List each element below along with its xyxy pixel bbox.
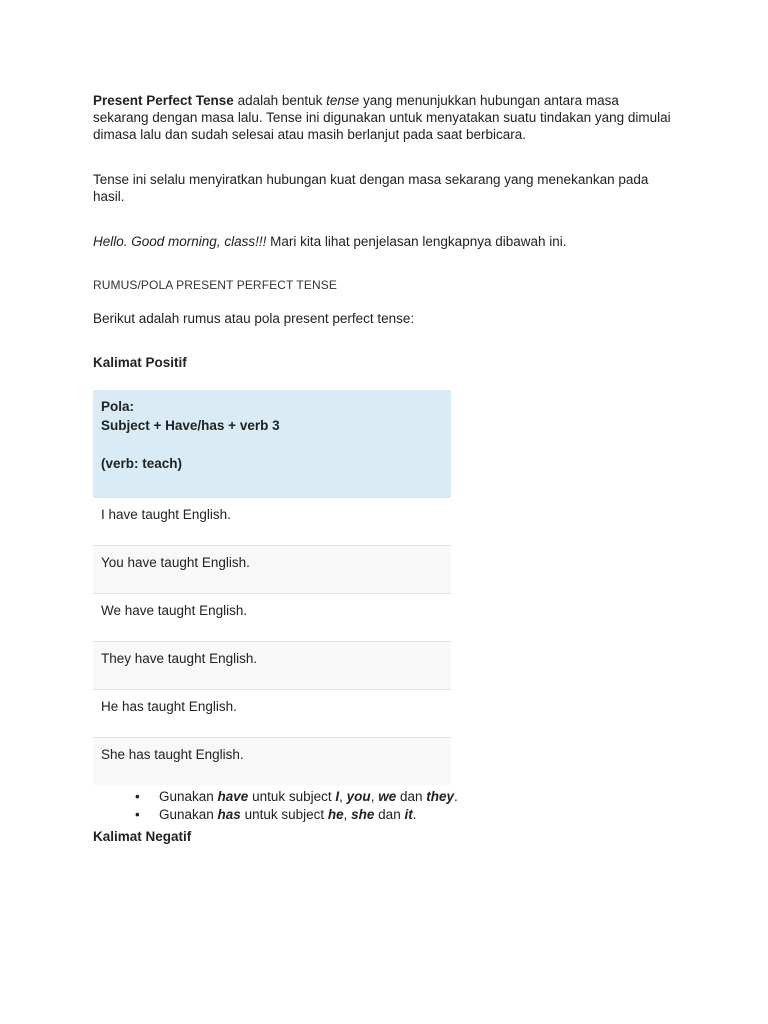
usage-notes-list bbox=[93, 788, 673, 824]
example-sentence: You have taught English. bbox=[101, 555, 250, 570]
section-title-negatif: Kalimat Negatif bbox=[93, 829, 192, 844]
section-title-positif: Kalimat Positif bbox=[93, 355, 187, 370]
list-item: • Gunakan has untuk subject he, she dan it. bbox=[159, 806, 673, 824]
intro-italic-term: tense bbox=[326, 93, 360, 108]
pola-label: Pola: bbox=[101, 399, 135, 414]
example-sentence: We have taught English. bbox=[101, 603, 248, 618]
pola-formula: Subject + Have/has + verb 3 bbox=[101, 418, 280, 433]
intro-paragraph bbox=[93, 92, 673, 143]
example-sentence: I have taught English. bbox=[101, 507, 231, 522]
table-row bbox=[93, 545, 451, 593]
pola-header-cell bbox=[93, 390, 451, 497]
document-page bbox=[93, 92, 673, 845]
table-row bbox=[93, 641, 451, 689]
paragraph-emphasis: Tense ini selalu menyiratkan hubungan kuat dengan masa sekarang yang menekankan pada hasil. bbox=[93, 172, 649, 204]
table-row bbox=[93, 593, 451, 641]
greeting-text: Mari kita lihat penjelasan lengkapnya dibawah ini. bbox=[266, 234, 567, 249]
greeting-italic: Hello. Good morning, class!!! bbox=[93, 234, 267, 249]
pola-verb-note: (verb: teach) bbox=[101, 456, 183, 471]
pola-table bbox=[93, 390, 451, 785]
example-sentence: She has taught English. bbox=[101, 747, 244, 762]
intro-bold-term: Present Perfect Tense bbox=[93, 93, 234, 108]
list-item: • Gunakan have untuk subject I, you, we dan they. bbox=[159, 788, 673, 806]
greeting-paragraph bbox=[93, 233, 673, 250]
rumus-paragraph: Berikut adalah rumus atau pola present perfect tense: bbox=[93, 311, 415, 326]
example-sentence: He has taught English. bbox=[101, 699, 237, 714]
table-row bbox=[93, 497, 451, 545]
example-sentence: They have taught English. bbox=[101, 651, 258, 666]
intro-text-a: adalah bentuk bbox=[233, 93, 327, 108]
rumus-heading: RUMUS/POLA PRESENT PERFECT TENSE bbox=[93, 278, 337, 292]
intro-text-b: yang menunjukkan hubungan antara masa sekarang dengan masa lalu. Tense ini digunakan untuk menyatakan suatu tindakan yang dimulai dimasa lalu dan sudah selesai atau masih berlanjut pada saat berbicara. bbox=[93, 93, 671, 142]
table-row bbox=[93, 737, 451, 785]
table-row bbox=[93, 689, 451, 737]
